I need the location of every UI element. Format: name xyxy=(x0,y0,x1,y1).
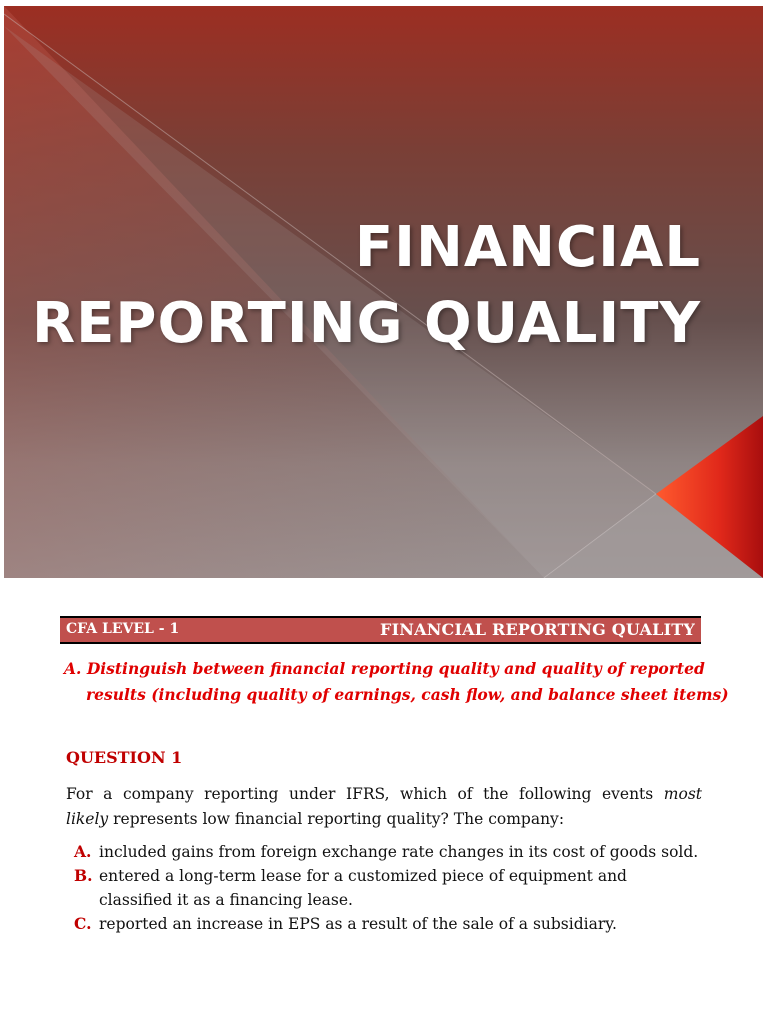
cover-title xyxy=(32,210,701,362)
objective-line1 xyxy=(64,656,704,682)
option-a-text: included gains from foreign exchange rate changes in its cost of goods sold. xyxy=(99,843,699,861)
stem-emphasis-most: most xyxy=(663,785,703,803)
objective-prefix: A. xyxy=(64,659,82,678)
answer-options xyxy=(74,840,702,936)
option-a-letter: A. xyxy=(74,842,92,861)
option-c-letter: C. xyxy=(74,914,92,933)
level-label: CFA LEVEL - 1 xyxy=(66,621,180,637)
cover-title-line1: FINANCIAL xyxy=(354,215,701,280)
option-a[interactable] xyxy=(74,840,702,864)
option-c-text: reported an increase in EPS as a result of the sale of a subsidiary. xyxy=(99,915,617,933)
stem-text-2: represents low financial reporting quality? The company: xyxy=(113,810,565,828)
question-stem xyxy=(66,782,702,832)
topic-label: FINANCIAL REPORTING QUALITY xyxy=(380,620,695,639)
objective-line2: results (including quality of earnings, cash flow, and balance sheet items) xyxy=(86,685,729,704)
objective-line1-text: Distinguish between financial reporting quality and quality of reported xyxy=(86,659,705,678)
question-heading: QUESTION 1 xyxy=(66,748,183,767)
option-c[interactable] xyxy=(74,912,702,936)
stem-line1 xyxy=(66,782,702,807)
stem-emphasis-likely: likely xyxy=(66,810,109,828)
option-b-text: entered a long-term lease for a customized piece of equipment and classified it as a financing lease. xyxy=(99,867,627,909)
cover-banner xyxy=(4,6,763,578)
stem-text-1: For a company reporting under IFRS, which of the following events xyxy=(66,785,654,803)
cover-title-line2: REPORTING QUALITY xyxy=(32,291,701,356)
option-b-letter: B. xyxy=(74,866,93,885)
stem-line2 xyxy=(66,807,702,832)
section-header-bar xyxy=(60,616,701,644)
learning-objective xyxy=(64,656,729,708)
option-b[interactable] xyxy=(74,864,702,912)
